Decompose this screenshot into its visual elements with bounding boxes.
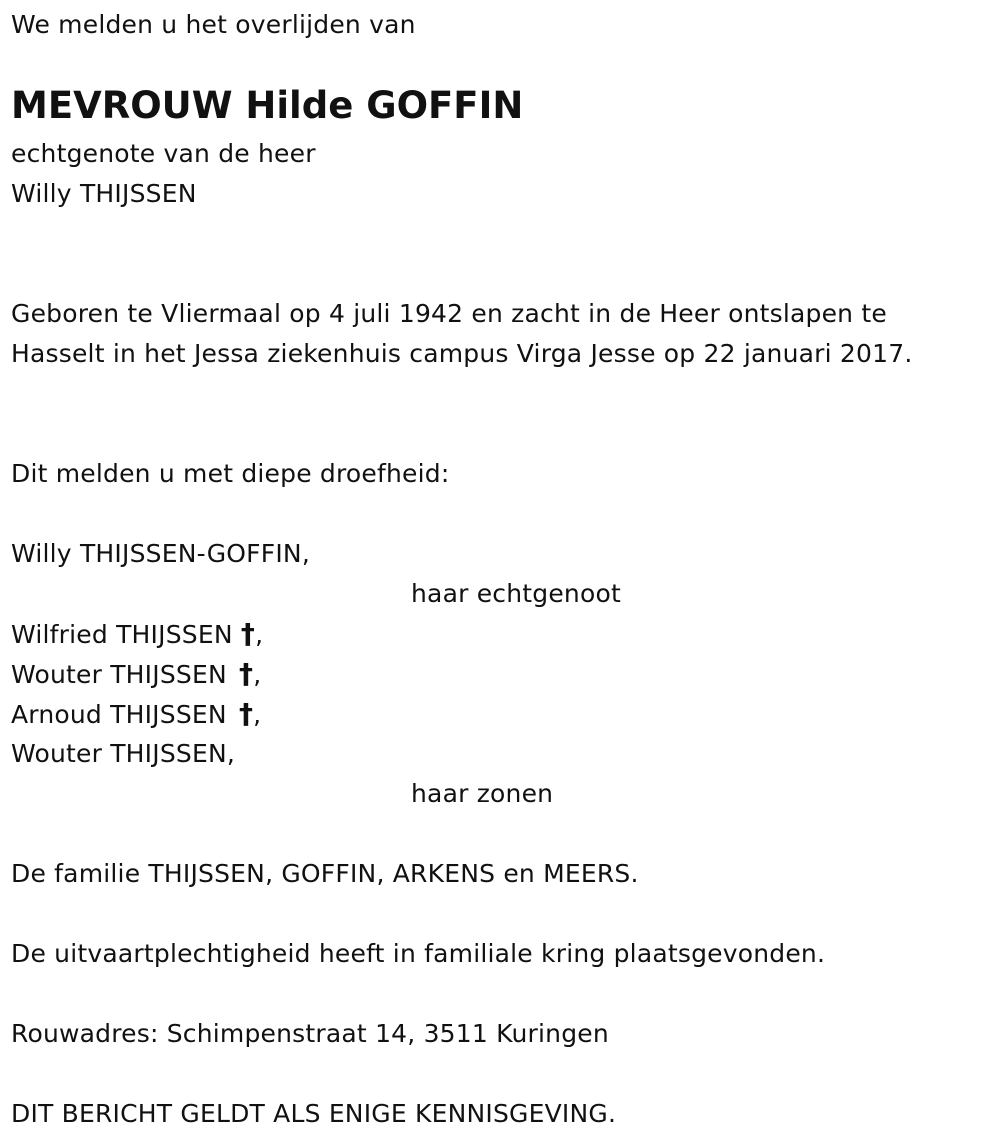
birth-death-line-1: Geboren te Vliermaal op 4 juli 1942 en zacht in de Heer ontslapen te — [11, 299, 887, 328]
spouse-name: Willy THIJSSEN — [11, 179, 197, 208]
son-suffix: , — [253, 660, 262, 689]
son-name: Arnoud THIJSSEN — [11, 700, 227, 729]
son-name: Wouter THIJSSEN — [11, 660, 227, 689]
cross-icon: † — [238, 697, 254, 730]
son-entry — [11, 738, 235, 770]
son-entry — [11, 658, 261, 691]
address-line: Rouwadres: Schimpenstraat 14, 3511 Kuringen — [11, 1019, 609, 1048]
son-suffix: , — [253, 700, 262, 729]
intro-text: We melden u het overlijden van — [11, 10, 416, 39]
announcement-heading: Dit melden u met diepe droefheid: — [11, 459, 450, 488]
spouse-label: echtgenote van de heer — [11, 139, 316, 168]
deceased-name: MEVROUW Hilde GOFFIN — [11, 84, 524, 127]
spouse-role: haar echtgenoot — [411, 579, 621, 608]
sons-role: haar zonen — [411, 779, 554, 808]
birth-death-line-2: Hasselt in het Jessa ziekenhuis campus Virga Jesse op 22 januari 2017. — [11, 339, 913, 368]
son-suffix: , — [255, 620, 264, 649]
son-name: Wouter THIJSSEN, — [11, 739, 236, 768]
son-name: Wilfried THIJSSEN — [11, 620, 233, 649]
cross-icon: † — [239, 657, 254, 690]
son-entry — [11, 698, 261, 731]
spouse-entry: Willy THIJSSEN-GOFFIN, — [11, 539, 310, 568]
family-line: De familie THIJSSEN, GOFFIN, ARKENS en MEERS. — [11, 859, 639, 888]
cross-icon: † — [240, 617, 256, 650]
son-entry — [11, 618, 263, 651]
ceremony-line: De uitvaartplechtigheid heeft in familiale kring plaatsgevonden. — [11, 939, 826, 968]
closing-line: DIT BERICHT GELDT ALS ENIGE KENNISGEVING. — [11, 1099, 617, 1128]
